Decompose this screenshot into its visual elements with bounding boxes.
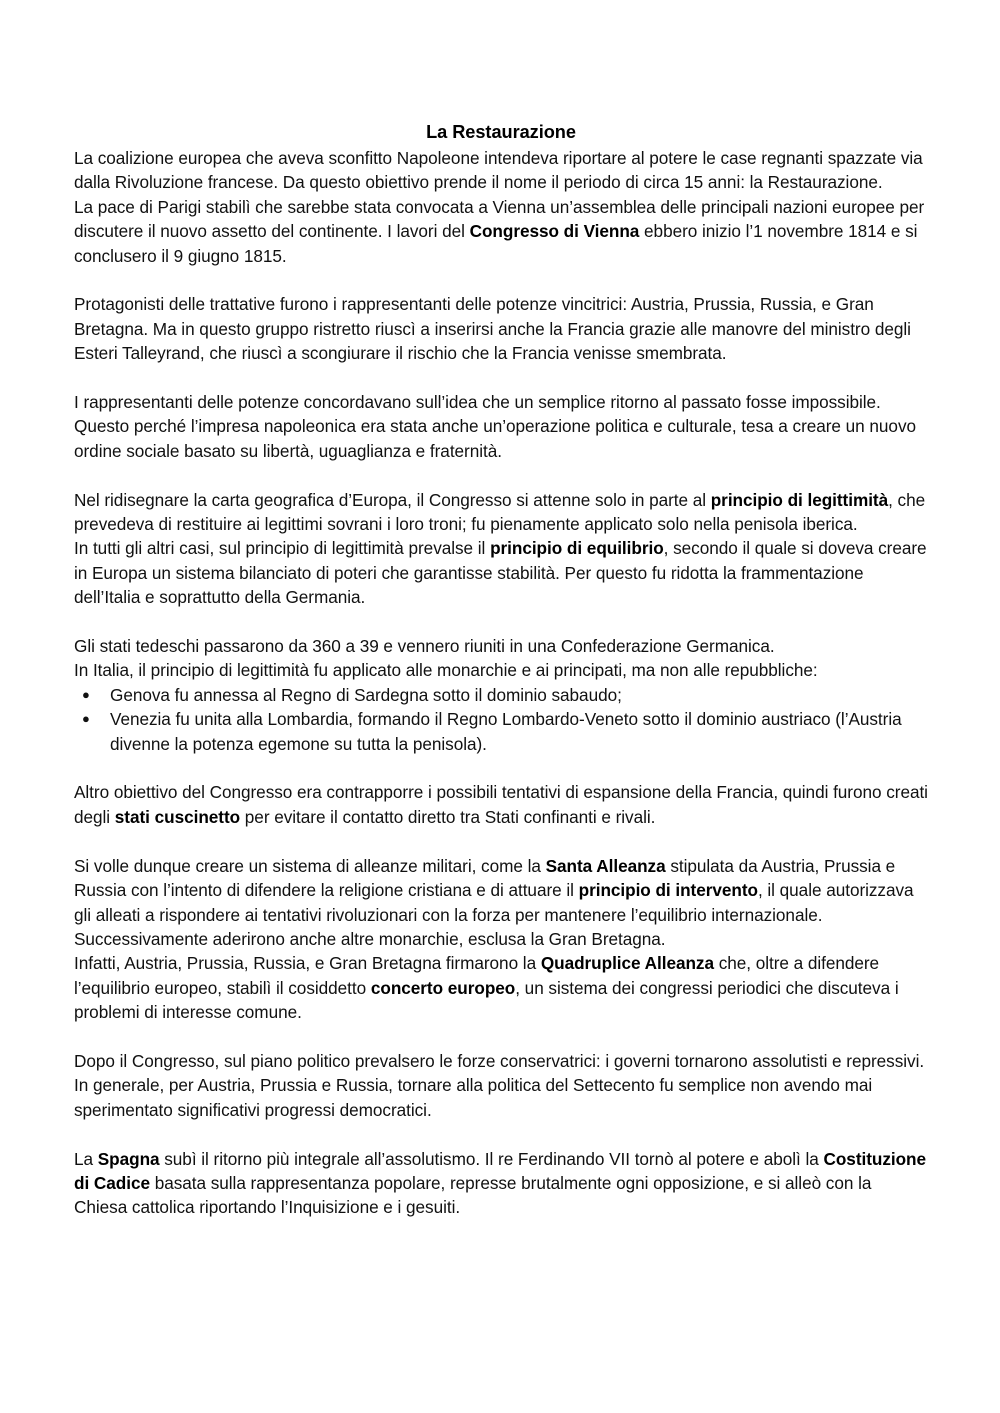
text-run: per evitare il contatto diretto tra Stati confinanti e rivali. <box>240 806 656 827</box>
text-run: che, oltre a difendere l’equilibrio europeo, stabilì il cosiddetto <box>74 953 880 998</box>
text-run: basata sulla rappresentanza popolare, represse brutalmente ogni opposizione, e si alleò con la Chiesa cattolica riportando l’Inquisizione e i gesuiti. <box>74 1172 872 1218</box>
paragraph-equilibrio <box>74 536 928 609</box>
paragraph-spacer <box>74 610 928 634</box>
bold-santa-alleanza: Santa Alleanza <box>545 855 666 876</box>
paragraph-santa-alleanza <box>74 854 928 952</box>
bullet-list <box>74 683 928 756</box>
paragraph-stati-cuscinetto <box>74 780 928 829</box>
text-run: , il quale autorizzava gli alleati a rispondere ai tentativi rivoluzionari con la forza per mantenere l’equilibrio internazionale. Successivamente aderirono anche altre monarchie, esclusa la Gran Bretagna. <box>74 880 914 949</box>
bullet-icon: ● <box>82 711 90 727</box>
bold-costituzione-di-cadice: Costituzione di Cadice <box>74 1148 927 1193</box>
bold-stati-cuscinetto: stati cuscinetto <box>114 806 241 827</box>
text-run: , secondo il quale si doveva creare in Europa un sistema bilanciato di poteri che garantisse stabilità. Per questo fu ridotta la frammentazione dell’Italia e soprattutto della Germania. <box>74 538 927 608</box>
paragraph-italia: In Italia, il principio di legittimità fu applicato alle monarchie e ai principati, ma non alle repubbliche: <box>74 660 818 681</box>
list-item-text: Genova fu annessa al Regno di Sardegna sotto il dominio sabaudo; <box>110 684 622 705</box>
text-run: Nel ridisegnare la carta geografica d’Europa, il Congresso si attenne solo in parte al <box>74 489 711 510</box>
bold-congresso-di-vienna: Congresso di Vienna <box>469 221 640 242</box>
text-run: stipulata da Austria, Prussia e Russia con l’intento di difendere la religione cristiana e di attuare il <box>74 855 896 901</box>
paragraph-spacer <box>74 829 928 853</box>
text-run: ebbero inizio l’1 novembre 1814 e si conclusero il 9 giugno 1815. <box>74 221 918 266</box>
text-run: In tutti gli altri casi, sul principio di legittimità prevalse il <box>74 538 491 559</box>
paragraph-protagonisti: Protagonisti delle trattative furono i rappresentanti delle potenze vincitrici: Austria, Prussia, Russia, e Gran Bretagna. Ma in questo gruppo ristretto riuscì a inserirsi anche la Francia grazie alle manovre del ministro degli Esteri Talleyrand, che riuscì a scongiurare il rischio che la Francia venisse smembrata. <box>74 294 911 364</box>
paragraph-intro: La coalizione europea che aveva sconfitto Napoleone intendeva riportare al potere le case regnanti spazzate via dalla Rivoluzione francese. Da questo obiettivo prende il nome il periodo di circa 15 anni: la Restaurazione. <box>74 148 923 193</box>
paragraph-spacer <box>74 1122 928 1146</box>
text-run: La pace di Parigi stabilì che sarebbe stata convocata a Vienna un’assemblea delle principali nazioni europee per discutere il nuovo assetto del continente. I lavori del <box>74 196 925 242</box>
paragraph-spacer <box>74 1025 928 1049</box>
paragraph-in-generale: In generale, per Austria, Prussia e Russia, tornare alla politica del Settecento fu semplice non avendo mai sperimentato significativi progressi democratici. <box>74 1075 873 1120</box>
paragraph-stati-tedeschi: Gli stati tedeschi passarono da 360 a 39 e vennero riuniti in una Confederazione Germanica. <box>74 636 775 657</box>
paragraph-rappresentanti: I rappresentanti delle potenze concordavano sull’idea che un semplice ritorno al passato fosse impossibile. Questo perché l’impresa napoleonica era stata anche un’operazione politica e culturale, tesa a creare un nuovo ordine sociale basato su libertà, uguaglianza e fraternità. <box>74 392 916 461</box>
paragraph-pace-di-parigi <box>74 195 928 268</box>
paragraph-spacer <box>74 268 928 292</box>
bold-quadruplice-alleanza: Quadruplice Alleanza <box>540 953 714 974</box>
text-run: La <box>74 1148 98 1169</box>
list-item <box>74 683 928 707</box>
paragraph-quadruplice-alleanza <box>74 951 928 1024</box>
bold-spagna: Spagna <box>97 1148 160 1169</box>
bold-principio-di-intervento: principio di intervento <box>578 880 758 901</box>
text-run: , che prevedeva di restituire ai legittimi sovrani i loro troni; fu pienamente applicato solo nella penisola iberica. <box>74 489 926 535</box>
list-item-text: Venezia fu unita alla Lombardia, formando il Regno Lombardo-Veneto sotto il dominio austriaco (l’Austria divenne la potenza egemone su tutta la penisola). <box>110 709 902 754</box>
text-run: subì il ritorno più integrale all’assolutismo. Il re Ferdinando VII tornò al potere e abolì la <box>159 1148 824 1169</box>
document-title: La Restaurazione <box>426 122 576 142</box>
paragraph-dopo-il-congresso: Dopo il Congresso, sul piano politico prevalsero le forze conservatrici: i governi tornarono assolutisti e repressivi. <box>74 1050 925 1071</box>
paragraph-legittimita <box>74 488 928 537</box>
bold-principio-di-equilibrio: principio di equilibrio <box>490 538 664 559</box>
bold-concerto-europeo: concerto europeo <box>370 977 516 998</box>
list-item <box>74 707 928 756</box>
bold-principio-di-legittimita: principio di legittimità <box>710 489 889 510</box>
paragraph-spagna <box>74 1147 928 1220</box>
paragraph-spacer <box>74 463 928 487</box>
text-run: Infatti, Austria, Prussia, Russia, e Gran Bretagna firmarono la <box>74 953 541 974</box>
paragraph-spacer <box>74 756 928 780</box>
paragraph-spacer <box>74 366 928 390</box>
text-run: Si volle dunque creare un sistema di alleanze militari, come la <box>74 855 546 876</box>
text-run: Altro obiettivo del Congresso era contrapporre i possibili tentativi di espansione della Francia, quindi furono creati degli <box>74 782 928 827</box>
document-body <box>74 119 928 1220</box>
bullet-icon: ● <box>82 686 90 702</box>
text-run: , un sistema dei congressi periodici che discuteva i problemi di interesse comune. <box>74 977 899 1023</box>
